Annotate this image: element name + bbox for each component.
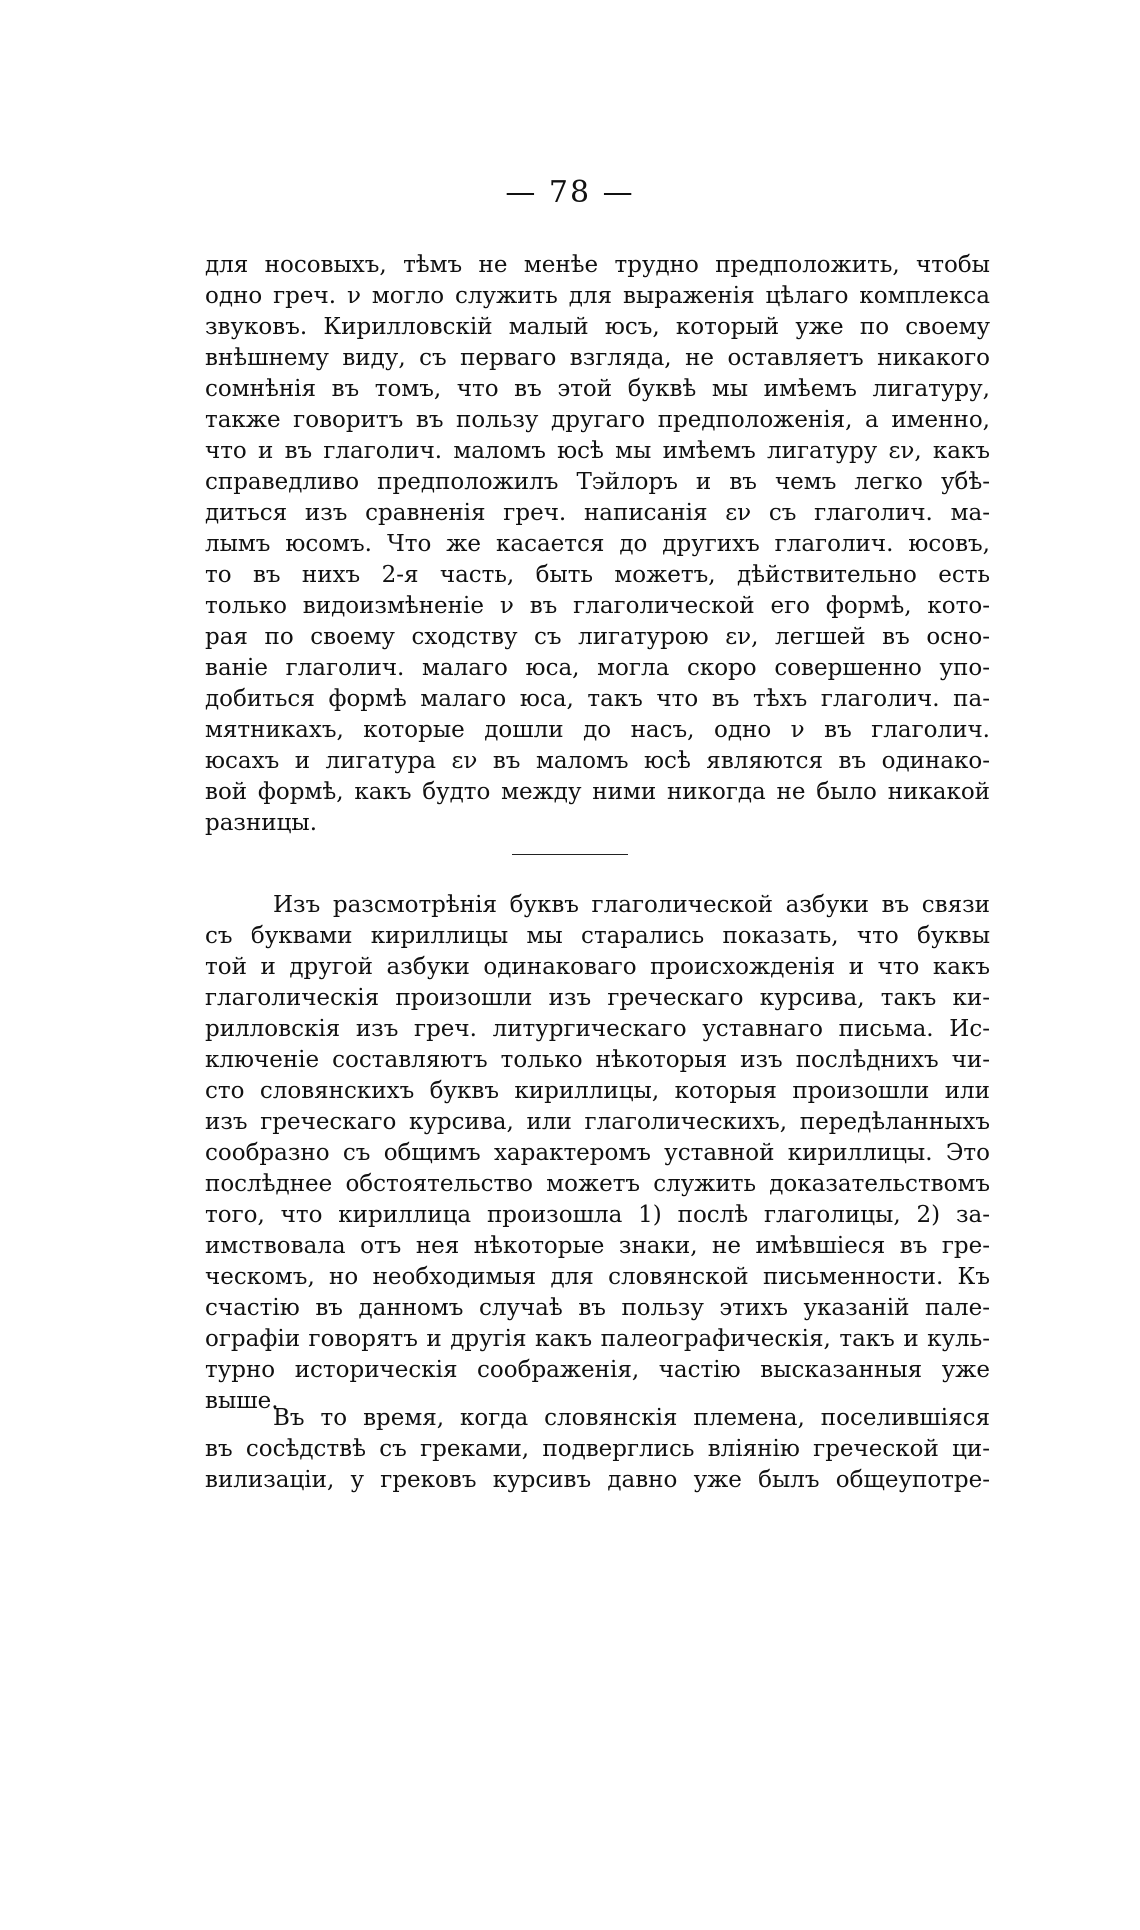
text-line: добиться формѣ малаго юса, такъ что въ тѣхъ глаголич. па- bbox=[205, 686, 990, 712]
text-line: съ буквами кириллицы мы старались показать, что буквы bbox=[205, 923, 990, 949]
text-line: того, что кириллица произошла 1) послѣ глаголицы, 2) за- bbox=[205, 1202, 990, 1228]
text-line: Въ то время, когда словянскія племена, поселившіяся bbox=[273, 1405, 990, 1431]
text-line: выше. bbox=[205, 1388, 279, 1414]
text-line: лымъ юсомъ. Что же касается до другихъ глаголич. юсовъ, bbox=[205, 531, 990, 557]
text-line: глаголическія произошли изъ греческаго курсива, такъ ки- bbox=[205, 985, 990, 1011]
text-line: ческомъ, но необходимыя для словянской письменности. Къ bbox=[205, 1264, 990, 1290]
text-line: для носовыхъ, тѣмъ не менѣе трудно предположить, чтобы bbox=[205, 252, 990, 278]
text-line: ваніе глаголич. малаго юса, могла скоро совершенно упо- bbox=[205, 655, 990, 681]
section-divider bbox=[512, 854, 628, 855]
text-line: разницы. bbox=[205, 810, 318, 836]
text-line: одно греч. ν могло служить для выраженія цѣлаго комплекса bbox=[205, 283, 990, 309]
text-line: диться изъ сравненія греч. написанія εν съ глаголич. ма- bbox=[205, 500, 990, 526]
text-line: турно историческія соображенія, частію высказанныя уже bbox=[205, 1357, 990, 1383]
text-line: изъ греческаго курсива, или глаголическихъ, передѣланныхъ bbox=[205, 1109, 990, 1135]
text-line: внѣшнему виду, съ перваго взгляда, не оставляетъ никакого bbox=[205, 345, 990, 371]
text-line: справедливо предположилъ Тэйлоръ и въ чемъ легко убѣ- bbox=[205, 469, 990, 495]
text-line: Изъ разсмотрѣнія буквъ глаголической азбуки въ связи bbox=[273, 892, 990, 918]
text-line: рилловскія изъ греч. литургическаго уставнаго письма. Ис- bbox=[205, 1016, 990, 1042]
text-line: послѣднее обстоятельство можетъ служить доказательствомъ bbox=[205, 1171, 990, 1197]
text-line: только видоизмѣненіе ν въ глаголической его формѣ, кото- bbox=[205, 593, 990, 619]
text-line: сто словянскихъ буквъ кириллицы, которыя произошли или bbox=[205, 1078, 990, 1104]
text-line: счастію въ данномъ случаѣ въ пользу этихъ указаній пале- bbox=[205, 1295, 990, 1321]
text-line: сомнѣнія въ томъ, что въ этой буквѣ мы имѣемъ лигатуру, bbox=[205, 376, 990, 402]
text-line: ключеніе составляютъ только нѣкоторыя изъ послѣднихъ чи- bbox=[205, 1047, 990, 1073]
text-line: то въ нихъ 2-я часть, быть можетъ, дѣйствительно есть bbox=[205, 562, 990, 588]
text-line: ографіи говорятъ и другія какъ палеографическія, такъ и куль- bbox=[205, 1326, 990, 1352]
text-line: вилизаціи, у грековъ курсивъ давно уже былъ общеупотре- bbox=[205, 1467, 990, 1493]
text-line: вой формѣ, какъ будто между ними никогда не было никакой bbox=[205, 779, 990, 805]
text-line: рая по своему сходству съ лигатурою εν, легшей въ осно- bbox=[205, 624, 990, 650]
text-line: мятникахъ, которые дошли до насъ, одно ν въ глаголич. bbox=[205, 717, 990, 743]
text-line: что и въ глаголич. маломъ юсѣ мы имѣемъ лигатуру εν, какъ bbox=[205, 438, 990, 464]
text-line: юсахъ и лигатура εν въ маломъ юсѣ являются въ одинако- bbox=[205, 748, 990, 774]
text-line: звуковъ. Кирилловскій малый юсъ, который уже по своему bbox=[205, 314, 990, 340]
paragraph-1 bbox=[205, 250, 990, 839]
text-line: той и другой азбуки одинаковаго происхожденія и что какъ bbox=[205, 954, 990, 980]
text-line: имствовала отъ нея нѣкоторые знаки, не имѣвшіеся въ гре- bbox=[205, 1233, 990, 1259]
text-line: сообразно съ общимъ характеромъ уставной кириллицы. Это bbox=[205, 1140, 990, 1166]
text-line: также говоритъ въ пользу другаго предположенія, а именно, bbox=[205, 407, 990, 433]
paragraph-3 bbox=[205, 1403, 990, 1496]
text-line: въ сосѣдствѣ съ греками, подверглись вліянію греческой ци- bbox=[205, 1436, 990, 1462]
page-number: — 78 — bbox=[505, 175, 635, 210]
paragraph-2 bbox=[205, 890, 990, 1417]
